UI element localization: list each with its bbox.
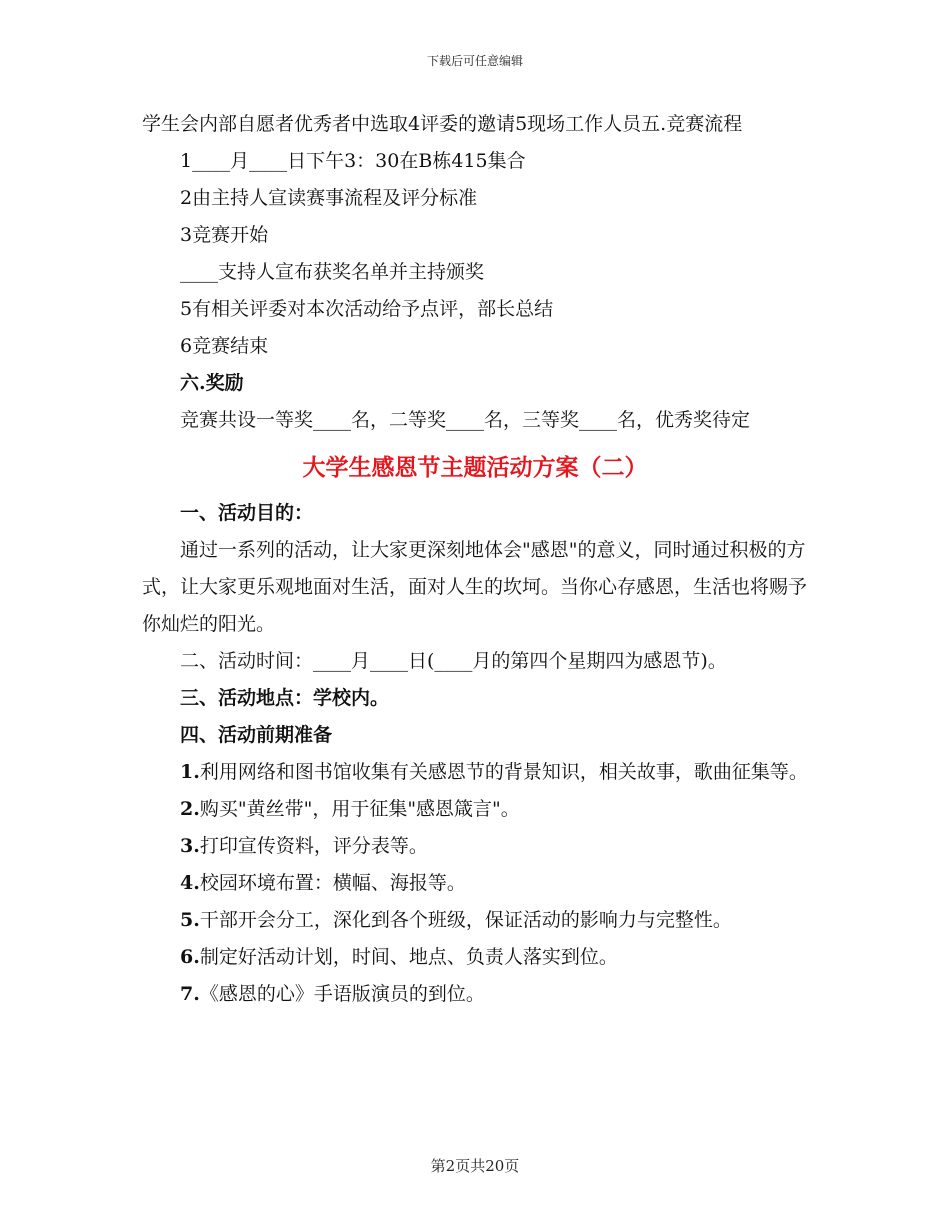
place-heading: 三、活动地点：学校内。 [180,687,390,709]
prep-item-text: 校园环境布置：横幅、海报等。 [199,872,466,894]
prep-item-text: 制定好活动计划，时间、地点、负责人落实到位。 [199,946,618,968]
prep-item-text: 《感恩的心》手语版演员的到位。 [199,983,485,1005]
prep-item-text: 利用网络和图书馆收集有关感恩节的背景知识，相关故事，歌曲征集等。 [199,761,808,783]
page-header: 下载后可任意编辑 [426,54,523,68]
step-3: 3竞赛开始 [180,224,269,246]
prep-item-text: 购买"黄丝带"，用于征集"感恩箴言"。 [199,798,520,820]
purpose-heading: 一、活动目的： [180,502,314,524]
prep-item-1 [142,754,808,791]
prep-item-number: 2. [180,798,200,820]
prep-item-2 [142,791,808,828]
purpose-text: 通过一系列的活动，让大家更深刻地体会"感恩"的意义，同时通过积极的方式，让大家更乐观地面对生活，面对人生的坎坷。当你心存感恩，生活也将赐予你灿烂的阳光。 [142,539,808,635]
prep-item-7 [142,976,808,1013]
prep-item-number: 5. [180,909,200,931]
prep-item-number: 3. [180,835,200,857]
prep-item-6 [142,939,808,976]
prep-item-text: 干部开会分工，深化到各个班级，保证活动的影响力与完整性。 [199,909,732,931]
prep-item-5 [142,902,808,939]
reward-text: 竞赛共设一等奖____名，二等奖____名，三等奖____名，优秀奖待定 [180,409,751,431]
prep-item-number: 6. [180,946,200,968]
prep-item-text: 打印宣传资料，评分表等。 [199,835,428,857]
prep-item-number: 4. [180,872,200,894]
document-body [142,106,808,1013]
step-1: 1____月____日下午3：30在B栋415集合 [180,150,526,172]
prep-item-3 [142,828,808,865]
page-footer: 第2页共20页 [430,1157,520,1175]
prep-item-number: 7. [180,983,200,1005]
time-text: 二、活动时间：____月____日(____月的第四个星期四为感恩节)。 [180,650,727,672]
prep-item-4 [142,865,808,902]
reward-heading: 六.奖励 [180,372,244,394]
step-4: ____支持人宣布获奖名单并主持颁奖 [180,261,485,283]
step-6: 6竞赛结束 [180,335,269,357]
prep-heading: 四、活动前期准备 [180,724,333,746]
step-2: 2由主持人宣读赛事流程及评分标准 [180,187,478,209]
step-5: 5有相关评委对本次活动给予点评，部长总结 [180,298,554,320]
paragraph-judges: 学生会内部自愿者优秀者中选取4评委的邀请5现场工作人员五.竞赛流程 [142,113,743,135]
prep-item-number: 1. [180,761,200,783]
section-title: 大学生感恩节主题活动方案（二） [302,454,648,481]
